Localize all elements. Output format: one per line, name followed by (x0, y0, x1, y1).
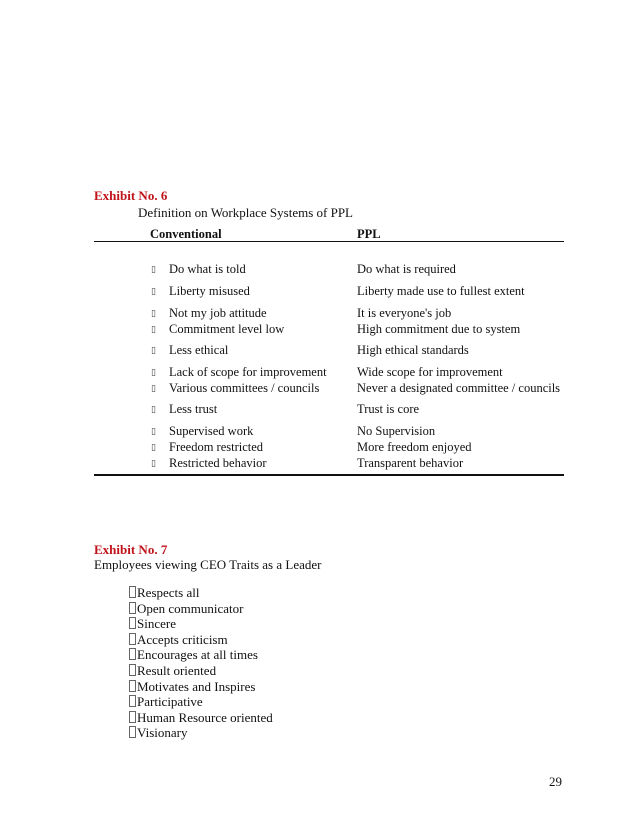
trait-text: Visionary (137, 725, 188, 741)
trait-item (129, 663, 216, 679)
trait-text: Participative (137, 694, 203, 710)
bullet-icon: ▯ (151, 325, 156, 335)
trait-text: Accepts criticism (137, 631, 228, 647)
bullet-icon (129, 726, 136, 738)
trait-item (129, 694, 203, 710)
ppl-cell: It is everyone's job (357, 306, 452, 320)
trait-item (129, 647, 258, 663)
conventional-cell: Not my job attitude (169, 306, 267, 320)
conventional-cell: Do what is told (169, 262, 246, 276)
trait-text: Open communicator (137, 600, 244, 616)
bullet-icon: ▯ (151, 265, 156, 275)
bullet-icon: ▯ (151, 309, 156, 319)
trait-text: Respects all (137, 585, 200, 600)
trait-text: Encourages at all times (137, 647, 258, 663)
ppl-cell: High ethical standards (357, 343, 469, 357)
trait-text: Result oriented (137, 663, 217, 678)
trait-item (129, 585, 199, 601)
bullet-icon (129, 711, 136, 723)
bullet-icon (129, 633, 136, 645)
bullet-icon: ▯ (151, 384, 156, 394)
bullet-icon (129, 664, 136, 676)
bullet-icon: ▯ (151, 368, 156, 378)
trait-item (129, 601, 244, 617)
bullet-icon: ▯ (151, 346, 156, 356)
bullet-icon (129, 648, 136, 660)
bullet-icon (129, 617, 136, 629)
bullet-icon: ▯ (151, 427, 156, 437)
trait-item (129, 679, 255, 695)
trait-item (129, 616, 176, 632)
conventional-cell: Less trust (169, 402, 218, 416)
conventional-cell: Restricted behavior (169, 456, 267, 470)
conventional-cell: Lack of scope for improvement (169, 365, 327, 379)
bullet-icon: ▯ (151, 459, 156, 469)
page-number: 29 (549, 774, 562, 789)
conventional-cell: Commitment level low (169, 322, 285, 336)
ppl-cell: No Supervision (357, 424, 436, 438)
ppl-cell: Never a designated committee / councils (357, 381, 561, 395)
exhibit-6-label: Exhibit No. 6 (94, 188, 168, 203)
column-header-conventional: Conventional (150, 227, 222, 241)
trait-text: Human Resource oriented (137, 709, 273, 725)
conventional-cell: Freedom restricted (169, 440, 264, 454)
bullet-icon: ▯ (151, 443, 156, 453)
trait-item (129, 725, 188, 741)
bullet-icon (129, 602, 136, 614)
exhibit-6-subtitle: Definition on Workplace Systems of PPL (138, 205, 354, 220)
table-header-rule (94, 241, 564, 242)
conventional-cell: Various committees / councils (169, 381, 320, 395)
ppl-cell: Wide scope for improvement (357, 365, 503, 379)
ppl-cell: Liberty made use to fullest extent (357, 284, 525, 298)
bullet-icon (129, 695, 136, 707)
bullet-icon (129, 586, 136, 598)
exhibit-7-label: Exhibit No. 7 (94, 542, 168, 557)
trait-text: Sincere (137, 616, 176, 632)
conventional-cell: Supervised work (169, 424, 254, 438)
bullet-icon (129, 680, 136, 692)
trait-item (129, 710, 273, 726)
conventional-cell: Liberty misused (169, 284, 250, 298)
trait-item (129, 632, 228, 648)
ppl-cell: Trust is core (357, 402, 420, 416)
ppl-cell: Transparent behavior (357, 456, 464, 470)
ppl-cell: Do what is required (357, 262, 456, 276)
table-bottom-rule (94, 474, 564, 476)
column-header-ppl: PPL (357, 227, 381, 241)
trait-text: Motivates and Inspires (137, 678, 256, 694)
bullet-icon: ▯ (151, 405, 156, 415)
ppl-cell: High commitment due to system (357, 322, 521, 336)
conventional-cell: Less ethical (169, 343, 229, 357)
bullet-icon: ▯ (151, 287, 156, 297)
ppl-cell: More freedom enjoyed (357, 440, 472, 454)
exhibit-7-subtitle: Employees viewing CEO Traits as a Leader (94, 557, 322, 572)
